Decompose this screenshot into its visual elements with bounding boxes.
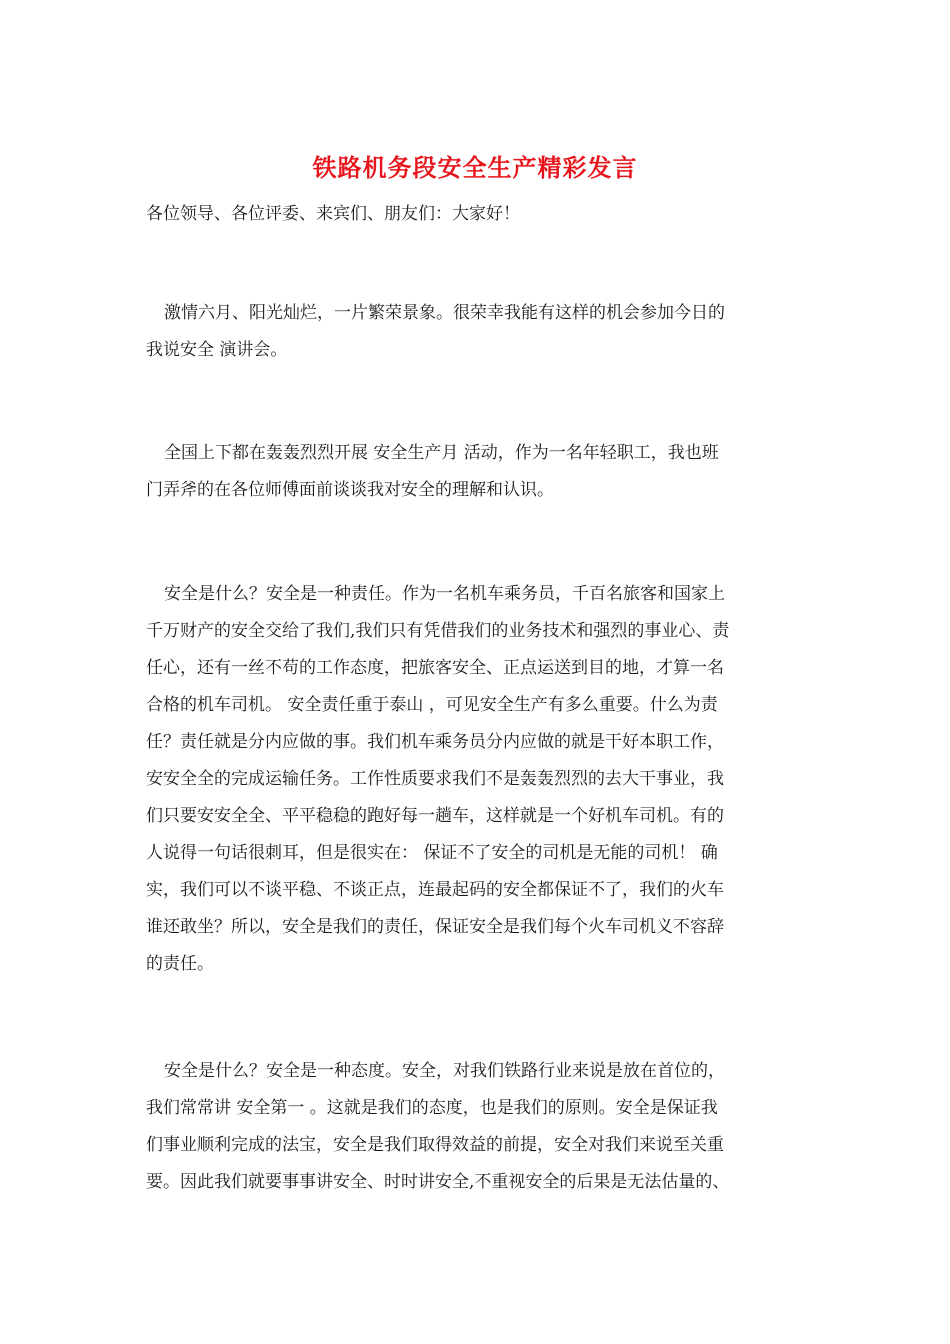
paragraph-line: 激情六月、阳光灿烂，一片繁荣景象。很荣幸我能有这样的机会参加今日的 (164, 303, 725, 323)
paragraph-1 (146, 295, 806, 369)
page-title: 铁路机务段安全生产精彩发言 (312, 153, 638, 182)
paragraph-line: 的责任。 (146, 954, 214, 974)
paragraph-line: 们事业顺利完成的法宝，安全是我们取得效益的前提，安全对我们来说至关重 (146, 1135, 724, 1155)
paragraph-line: 谁还敢坐？所以，安全是我们的责任，保证安全是我们每个火车司机义不容辞 (146, 917, 724, 937)
paragraph-line: 安安全全的完成运输任务。工作性质要求我们不是轰轰烈烈的去大干事业，我 (146, 769, 724, 789)
paragraph-line: 安全是什么？安全是一种责任。作为一名机车乘务员，千百名旅客和国家上 (164, 584, 725, 604)
paragraph-3 (146, 576, 806, 983)
paragraph-line: 全国上下都在轰轰烈烈开展 安全生产月 活动，作为一名年轻职工，我也班 (164, 443, 719, 463)
paragraph-2 (146, 435, 806, 509)
paragraph-line: 们只要安安全全、平平稳稳的跑好每一趟车，这样就是一个好机车司机。有的 (146, 806, 724, 826)
paragraph-line: 要。因此我们就要事事讲安全、时时讲安全,不重视安全的后果是无法估量的、 (146, 1172, 730, 1192)
paragraph-line: 我说安全 演讲会。 (146, 340, 288, 360)
paragraph-4 (146, 1053, 806, 1201)
paragraph-line: 实，我们可以不谈平稳、不谈正点，连最起码的安全都保证不了，我们的火车 (146, 880, 724, 900)
paragraph-line: 门弄斧的在各位师傅面前谈谈我对安全的理解和认识。 (146, 480, 554, 500)
paragraph-line: 任心，还有一丝不苟的工作态度，把旅客安全、正点运送到目的地，才算一名 (146, 658, 724, 678)
paragraph-line: 合格的机车司机。 安全责任重于泰山 ，可见安全生产有多么重要。什么为责 (146, 695, 718, 715)
paragraph-line: 安全是什么？安全是一种态度。安全，对我们铁路行业来说是放在首位的， (164, 1061, 725, 1081)
paragraph-line: 千万财产的安全交给了我们,我们只有凭借我们的业务技术和强烈的事业心、责 (146, 621, 730, 641)
greeting-line: 各位领导、各位评委、来宾们、朋友们：大家好！ (146, 204, 520, 224)
paragraph-line: 我们常常讲 安全第一 。这就是我们的态度，也是我们的原则。安全是保证我 (146, 1098, 718, 1118)
paragraph-line: 任？责任就是分内应做的事。我们机车乘务员分内应做的就是干好本职工作， (146, 732, 724, 752)
paragraph-line: 人说得一句话很刺耳，但是很实在： 保证不了安全的司机是无能的司机！ 确 (146, 843, 718, 863)
